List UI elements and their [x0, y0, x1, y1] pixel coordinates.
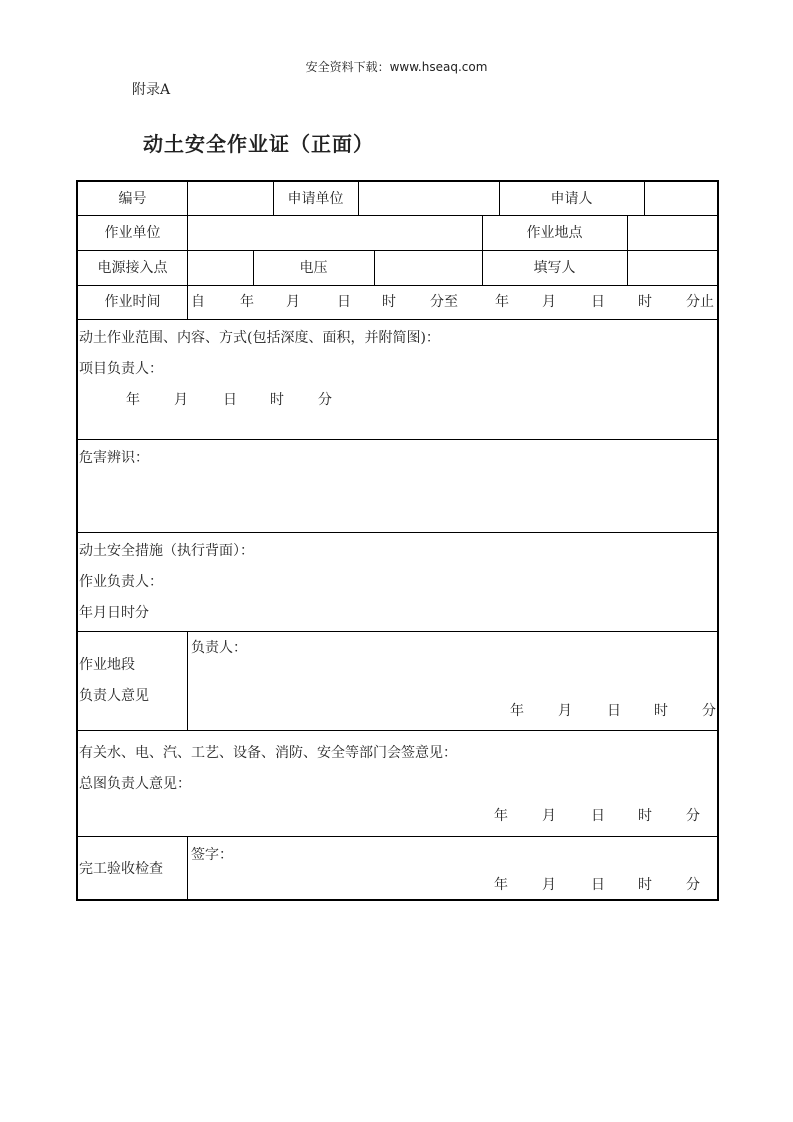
departments-month: 月 [542, 808, 556, 824]
col-divider [187, 631, 188, 730]
completion-month: 月 [542, 877, 556, 893]
departments-year: 年 [494, 808, 508, 824]
applicant-unit-label: 申请单位 [287, 191, 344, 207]
time-end-hour: 时 [638, 294, 652, 310]
section-minute: 分 [702, 703, 716, 719]
time-from: 自 [191, 294, 205, 310]
row-divider [78, 836, 717, 837]
row-divider [78, 215, 717, 216]
completion-day: 日 [591, 877, 605, 893]
time-end-day: 日 [591, 294, 605, 310]
section-day: 日 [607, 703, 621, 719]
work-unit-label: 作业单位 [104, 225, 161, 241]
time-hour: 时 [382, 294, 396, 310]
departments-minute: 分 [686, 808, 700, 824]
filler-label: 填写人 [533, 260, 576, 276]
applicant-label: 申请人 [550, 191, 593, 207]
col-divider [358, 182, 359, 215]
completion-minute: 分 [686, 877, 700, 893]
time-end-min: 分止 [686, 294, 714, 310]
departments-day: 日 [591, 808, 605, 824]
row-divider [78, 285, 717, 286]
col-divider [644, 182, 645, 215]
scope-day: 日 [223, 392, 237, 408]
work-time-label: 作业时间 [104, 294, 161, 310]
signature-label: 签字： [191, 847, 233, 863]
completion-label: 完工验收检查 [79, 861, 163, 877]
hazard-label: 危害辨识： [79, 450, 149, 466]
section-opinion-label-2: 负责人意见 [79, 688, 149, 704]
time-month: 月 [286, 294, 300, 310]
row-divider [78, 439, 717, 440]
appendix-label: 附录A [132, 82, 171, 98]
row-divider [78, 250, 717, 251]
number-label: 编号 [118, 191, 147, 207]
section-hour: 时 [654, 703, 668, 719]
time-end-month: 月 [542, 294, 556, 310]
completion-hour: 时 [638, 877, 652, 893]
voltage-label: 电压 [299, 260, 328, 276]
chief-opinion-label: 总图负责人意见： [79, 776, 191, 792]
download-header: 安全资料下载：www.hseaq.com [305, 60, 488, 74]
section-year: 年 [510, 703, 524, 719]
time-day: 日 [337, 294, 351, 310]
time-min-to: 分至 [430, 294, 458, 310]
permit-form [76, 180, 719, 901]
page-title: 动土安全作业证（正面） [143, 132, 374, 156]
col-divider [627, 215, 628, 285]
completion-year: 年 [494, 877, 508, 893]
row-divider [78, 730, 717, 731]
row-divider [78, 532, 717, 533]
section-opinion-label-1: 作业地段 [79, 657, 135, 673]
row-divider [78, 319, 717, 320]
scope-label: 动土作业范围、内容、方式(包括深度、面积，并附简图)： [79, 330, 440, 346]
project-leader-label: 项目负责人： [79, 361, 163, 377]
work-location-label: 作业地点 [526, 225, 583, 241]
scope-year: 年 [126, 392, 140, 408]
scope-hour: 时 [270, 392, 284, 408]
scope-month: 月 [174, 392, 188, 408]
departments-label: 有关水、电、汽、工艺、设备、消防、安全等部门会签意见： [79, 745, 457, 761]
section-leader-label: 负责人： [191, 640, 247, 656]
col-divider [187, 836, 188, 901]
time-end-year: 年 [495, 294, 509, 310]
time-year: 年 [240, 294, 254, 310]
measures-date: 年月日时分 [79, 605, 149, 621]
section-month: 月 [558, 703, 572, 719]
measures-label: 动土安全措施（执行背面）： [79, 543, 254, 559]
col-divider [374, 250, 375, 285]
departments-hour: 时 [638, 808, 652, 824]
scope-minute: 分 [318, 392, 332, 408]
power-access-label: 电源接入点 [97, 260, 168, 276]
col-divider [187, 182, 188, 319]
row-divider [78, 631, 717, 632]
work-leader-label: 作业负责人： [79, 574, 163, 590]
